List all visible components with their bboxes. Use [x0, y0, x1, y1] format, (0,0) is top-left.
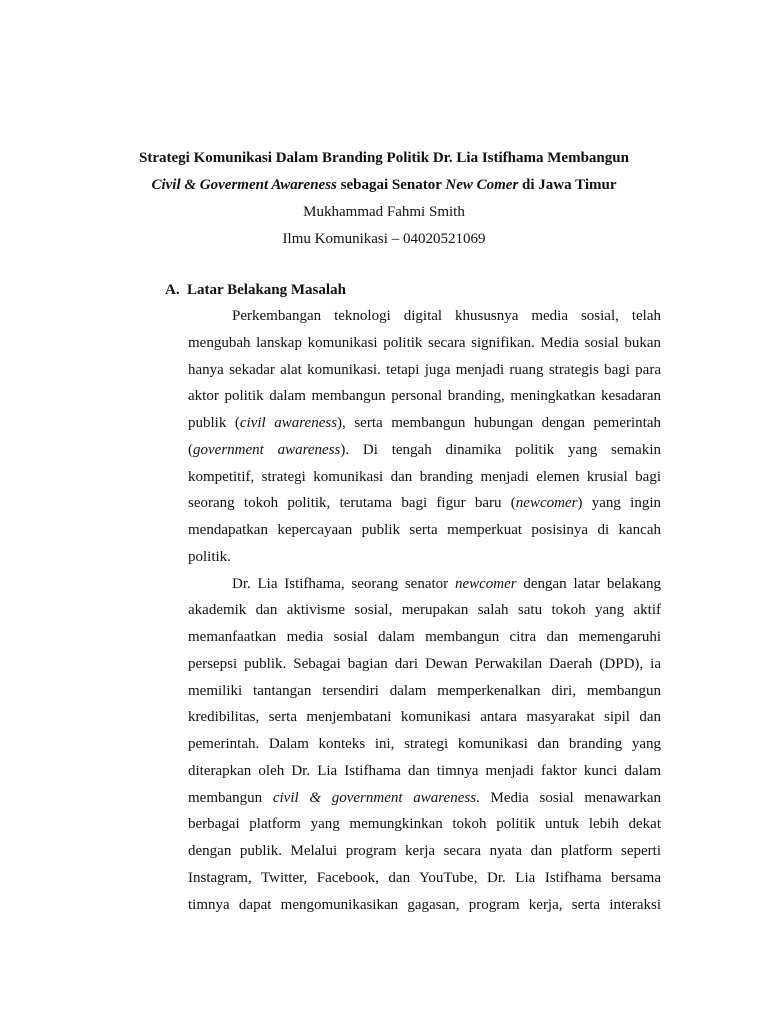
- paragraph-line: persepsi publik. Sebagai bagian dari Dewan Perwakilan Daerah (DPD), ia: [188, 655, 661, 672]
- paragraph-line: Instagram, Twitter, Facebook, dan YouTube, Dr. Lia Istifhama bersama: [188, 869, 661, 886]
- line-segment: Dr. Lia Istifhama, seorang senator: [232, 575, 455, 592]
- title-text-middle: sebagai Senator: [336, 177, 446, 193]
- paragraph-line: akademik dan aktivisme sosial, merupakan salah satu tokoh yang aktif: [188, 602, 661, 619]
- italic-term: newcomer: [454, 575, 517, 592]
- paragraph-line: [188, 490, 661, 517]
- section-heading: [165, 280, 346, 300]
- title-line-2: [0, 172, 768, 199]
- paragraph-line: mengubah lanskap komunikasi politik secara signifikan. Media sosial bukan: [188, 334, 661, 351]
- paragraph-line: hanya sekadar alat komunikasi. tetapi juga menjadi ruang strategis bagi para: [188, 361, 661, 378]
- title-text-end: di Jawa Timur: [518, 177, 617, 193]
- paragraph-line: kompetitif, strategi komunikasi dan branding menjadi elemen krusial bagi: [188, 468, 661, 485]
- author-name: Mukhammad Fahmi Smith: [303, 204, 465, 220]
- line-segment: ) yang ingin: [577, 495, 661, 512]
- italic-term: civil & government awareness: [272, 789, 477, 806]
- paragraph-line: [188, 785, 661, 812]
- paragraph-line: [188, 437, 661, 464]
- paragraph-line: mendapatkan kepercayaan publik serta memperkuat posisinya di kancah: [188, 522, 661, 538]
- line-segment: seorang tokoh politik, terutama bagi figur baru (: [188, 495, 516, 512]
- title-line-1: Strategi Komunikasi Dalam Branding Politik Dr. Lia Istifhama Membangun: [139, 150, 629, 166]
- paragraph-line: [188, 410, 661, 437]
- paragraph-line: politik.: [188, 548, 231, 565]
- paragraph-line: Perkembangan teknologi digital khususnya media sosial, telah: [232, 308, 661, 324]
- title-italic-newcomer: New Comer: [445, 177, 519, 193]
- paragraph-line: diterapkan oleh Dr. Lia Istifhama dan timnya menjadi faktor kunci dalam: [188, 762, 661, 779]
- title-italic-civil: Civil & Goverment Awareness: [151, 177, 337, 193]
- paragraph-line: kredibilitas, serta menjembatani komunikasi antara masyarakat sipil dan: [188, 709, 661, 726]
- paragraph-line: aktor politik dalam membangun personal branding, meningkatkan kesadaran: [188, 388, 661, 405]
- paragraph-line: [188, 571, 661, 598]
- line-segment: membangun: [188, 789, 273, 806]
- line-segment: ). Di tengah dinamika politik yang semakin: [340, 441, 661, 458]
- line-segment: . Media sosial menawarkan: [476, 789, 661, 806]
- paragraph-line: timnya dapat mengomunikasikan gagasan, program kerja, serta interaksi: [188, 896, 661, 913]
- line-segment: (: [188, 441, 193, 458]
- line-segment: dengan latar belakang: [516, 575, 661, 592]
- section-title: Latar Belakang Masalah: [187, 282, 346, 298]
- line-segment: publik (: [188, 415, 240, 431]
- paragraph-line: memiliki tantangan tersendiri dalam memperkenalkan diri, membangun: [188, 682, 661, 699]
- paragraph-line: memanfaatkan media sosial dalam membangun citra dan memengaruhi: [188, 629, 661, 645]
- section-letter: A.: [165, 282, 180, 298]
- paragraph-line: berbagai platform yang memungkinkan tokoh politik untuk lebih dekat: [188, 816, 661, 833]
- body-text: [188, 303, 661, 918]
- italic-term: civil awareness: [239, 415, 338, 431]
- paragraph-line: pemerintah. Dalam konteks ini, strategi komunikasi dan branding yang: [188, 736, 661, 752]
- paragraph-line: dengan publik. Melalui program kerja secara nyata dan platform seperti: [188, 843, 661, 859]
- italic-term: government awareness: [193, 441, 341, 458]
- program-and-id: Ilmu Komunikasi – 04020521069: [282, 231, 486, 247]
- line-segment: ), serta membangun hubungan dengan pemerintah: [337, 415, 661, 431]
- title-block: [0, 145, 768, 253]
- italic-term: newcomer: [515, 495, 578, 512]
